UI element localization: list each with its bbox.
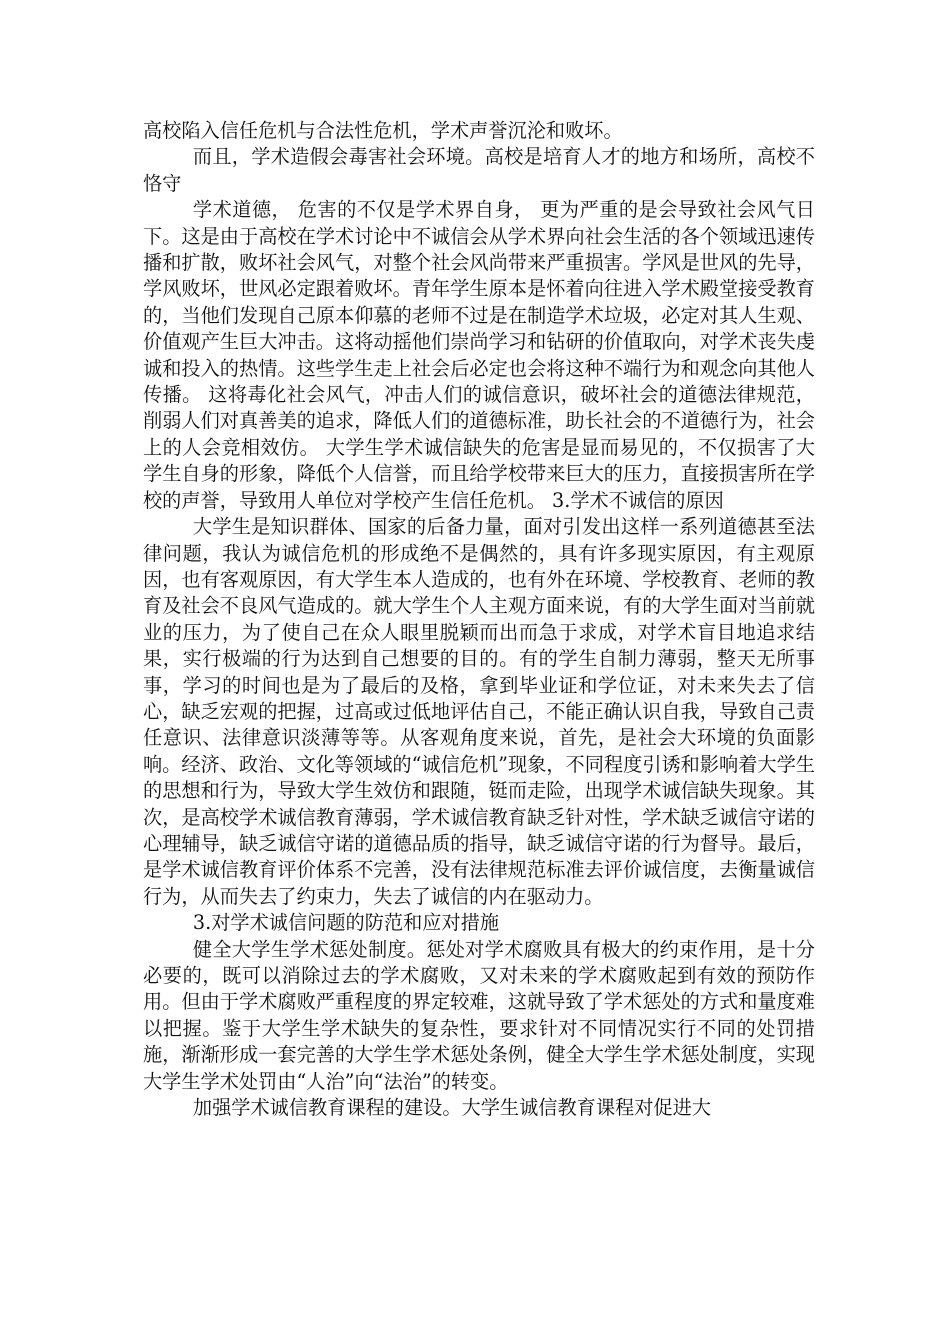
paragraph-3: 学术道德， 危害的不仅是学术界自身， 更为严重的是会导致社会风气日下。这是由于高校在学术讨论中不诚信会从学术界向社会生活的各个领域迅速传播和扩散，败坏社会风气，对整个社会风尚带来严重损害。学风是世风的先导，学风败坏，世风必定跟着败坏。青年学生原本是怀着向往进入学术殿堂接受教育的，当他们发现自己原本仰慕的老师不过是在制造学术垃圾，必定对其人生观、价值观产生巨大冲击。这将动摇他们崇尚学习和钻研的价值取向，对学术丧失虔诚和投入的热情。这些学生走上社会后必定也会将这种不端行为和观念向其他人传播。 这将毒化社会风气，冲击人们的诚信意识，破坏社会的道德法律规范，削弱人们对真善美的追求，降低人们的道德标准，助长社会的不道德行为，社会上的人会竞相效仿。 大学生学术诚信缺失的危害是显而易见的，不仅损害了大学生自身的形象，降低个人信誉，而且给学校带来巨大的压力，直接损害所在学校的声誉，导致用人单位对学校产生信任危机。 3.学术不诚信的原因 [143,198,815,512]
paragraph-2: 而且，学术造假会毒害社会环境。高校是培育人才的地方和场所，高校不恪守 [143,145,815,195]
paragraph-5: 健全大学生学术惩处制度。惩处对学术腐败具有极大的约束作用，是十分必要的，既可以消除过去的学术腐败，又对未来的学术腐败起到有效的预防作用。但由于学术腐败严重程度的界定较难，这就导致了学术惩处的方式和量度难以把握。鉴于大学生学术缺失的复杂性，要求针对不同情况实行不同的处罚措施，渐渐形成一套完善的大学生学术惩处条例，健全大学生学术惩处制度，实现大学生学术处罚由“人治”向“法治”的转变。 [143,937,815,1093]
section-heading: 3.对学术诚信问题的防范和应对措施 [192,911,500,935]
paragraph-6: 加强学术诚信教育课程的建设。大学生诚信教育课程对促进大 [192,1096,711,1120]
paragraph-1: 高校陷入信任危机与合法性危机，学术声誉沉沦和败坏。 [143,119,623,142]
paragraph-4: 大学生是知识群体、国家的后备力量，面对引发出这样一系列道德甚至法律问题，我认为诚信危机的形成绝不是偶然的，具有许多现实原因，有主观原因，也有客观原因，有大学生本人造成的，也有外在环境、学校教育、老师的教育及社会不良风气造成的。就大学生个人主观方面来说，有的大学生面对当前就业的压力，为了使自己在众人眼里脱颖而出而急于求成，对学术盲目地追求结果，实行极端的行为达到自己想要的目的。有的学生自制力薄弱，整天无所事事，学习的时间也是为了最后的及格，拿到毕业证和学位证，对未来失去了信心，缺乏宏观的把握，过高或过低地评估自己，不能正确认识自我，导致自己责任意识、法律意识淡薄等等。从客观角度来说，首先，是社会大环境的负面影响。经济、政治、文化等领域的“诚信危机”现象，不同程度引诱和影响着大学生的思想和行为，导致大学生效仿和跟随，铤而走险，出现学术诚信缺失现象。其次，是高校学术诚信教育薄弱，学术诚信教育缺乏针对性，学术缺乏诚信守诺的心理辅导，缺乏诚信守诺的道德品质的指导，缺乏诚信守诺的行为督导。最后，是学术诚信教育评价体系不完善，没有法律规范标准去评价诚信度，去衡量诚信行为，从而失去了约束力，失去了诚信的内在驱动力。 [143,515,815,908]
document-page [143,118,815,1121]
